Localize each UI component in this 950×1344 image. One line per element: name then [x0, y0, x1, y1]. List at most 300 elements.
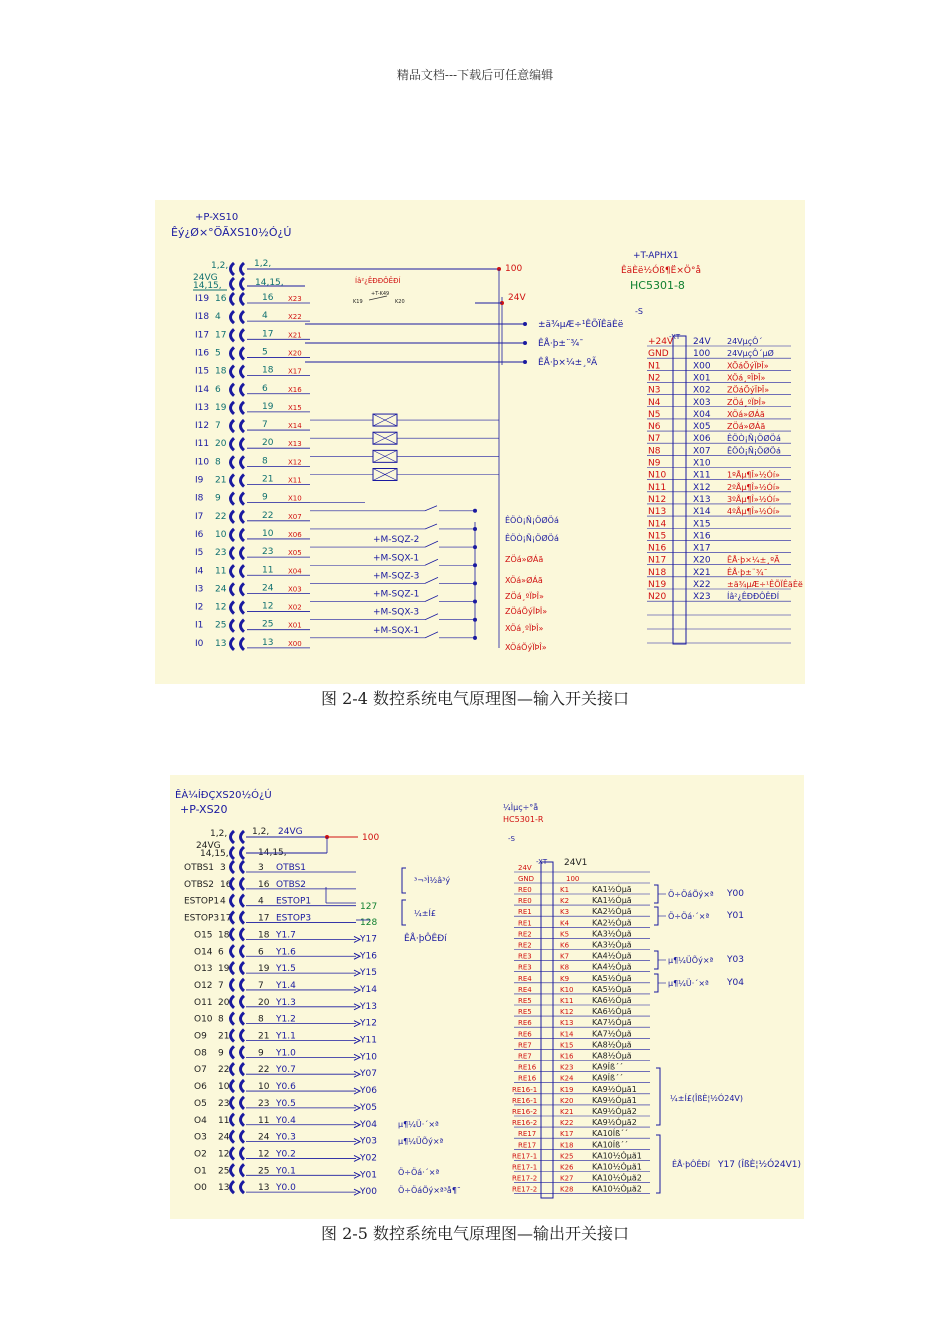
terminal-desc: KA6½Óµã	[592, 1007, 632, 1017]
connector-mark	[241, 547, 245, 559]
output-net: Y17	[360, 934, 377, 945]
terminal-x: X00	[693, 361, 711, 372]
output-signal: O1	[194, 1166, 207, 1177]
x-address: X23	[288, 295, 302, 303]
group-label: Ö÷ÖáÕý×ª	[668, 890, 714, 899]
pin-number: 16	[262, 293, 274, 303]
group-label: µ¶¼ÜÕý×ª	[668, 956, 714, 965]
pin-label: 1,2,	[210, 829, 228, 839]
connector-mark	[241, 1147, 245, 1159]
pin-number: 21	[215, 475, 227, 486]
group-label: ÊÅ·þÔÊÐí	[672, 1160, 710, 1169]
connector-mark	[231, 456, 235, 468]
connector-mark	[241, 402, 245, 414]
pin-number: 23	[218, 1098, 230, 1109]
pin-number: 8	[258, 1014, 264, 1025]
terminal-desc: KA3½Óµã	[592, 940, 632, 950]
net-128: 128	[360, 918, 378, 928]
group-y: Y01	[727, 911, 744, 921]
connector-mark	[231, 847, 235, 859]
input-signal: I14	[195, 384, 210, 395]
terminal-x: 24V	[693, 337, 711, 347]
connector-mark	[231, 1114, 235, 1126]
terminal-x: X11	[693, 470, 711, 481]
output-signal: O11	[194, 997, 213, 1008]
limit-switch-name: +M-SQX-1	[373, 625, 420, 636]
connector-mark	[241, 620, 245, 632]
input-signal: I17	[195, 330, 210, 341]
terminal-left: RE3	[518, 963, 532, 972]
connector-mark	[241, 1013, 245, 1025]
terminal-k: K9	[560, 974, 570, 983]
output-signal: O6	[194, 1082, 207, 1093]
module-name: +T-APHX1	[633, 251, 679, 261]
terminal-x: X17	[693, 543, 711, 554]
terminal-left: RE17	[518, 1130, 537, 1139]
terminal-left: RE17-2	[512, 1174, 538, 1183]
output-net: Y13	[360, 1001, 377, 1012]
terminal-desc: KA8½Óµã	[592, 1051, 632, 1061]
connector-title: +P-XS10	[195, 212, 239, 223]
connector-mark	[231, 878, 235, 890]
terminal-x: X14	[693, 507, 711, 518]
terminal-x: X13	[693, 494, 711, 505]
terminal-left: RE5	[518, 997, 532, 1005]
figure-input-schematic	[155, 200, 805, 684]
terminal-desc: KA5½Óµã	[592, 984, 632, 994]
output-net: Y06	[360, 1086, 377, 1097]
output-net: Y07	[360, 1069, 377, 1080]
x-address: X14	[288, 422, 302, 431]
x-address: X00	[288, 639, 302, 648]
pin-number: 10	[218, 1082, 230, 1093]
figure-1-caption: 图 2-4 数控系统电气原理图—输入开关接口	[321, 689, 629, 708]
terminal-left: RE16-1	[512, 1085, 538, 1094]
pin-number: 7	[215, 421, 221, 432]
terminal-desc: KA9½Óµã2	[592, 1107, 637, 1116]
figure-output-schematic	[170, 775, 804, 1219]
output-net: Y16	[360, 951, 377, 962]
output-net: Y05	[360, 1102, 377, 1113]
x-address: X02	[288, 603, 302, 612]
pin-label: 14,15,	[255, 278, 284, 288]
output-function-label: µ¶¼ÜÕý×ª	[398, 1137, 444, 1146]
terminal-left: N17	[648, 555, 667, 566]
output-net: Y15	[360, 968, 377, 979]
group-label: Ö÷Öá·´×ª	[668, 912, 710, 921]
y-address: Y1.5	[276, 964, 296, 975]
terminal-desc: ÊÅ·þ×¼±¸ºÃ	[727, 555, 780, 565]
terminal-x: X15	[693, 519, 711, 530]
x-address: X07	[288, 512, 302, 521]
output-signal: OTBS2	[184, 879, 215, 890]
pin-number: 13	[258, 1183, 270, 1194]
bracket	[654, 974, 658, 992]
terminal-left: RE7	[518, 1041, 532, 1050]
terminal-desc: ZÖá»ØÁã	[727, 422, 766, 432]
connector-mark	[241, 638, 245, 650]
output-net: Y04	[360, 1119, 377, 1130]
switch-function-label: ÊÖÒ¡Ñ¡ÖØÖá	[505, 534, 559, 543]
terminal-desc: KA10½Óµã2	[592, 1184, 642, 1194]
terminal-desc: KA9½Óµã1	[592, 1095, 637, 1105]
terminal-desc: KA7½Óµã	[592, 1018, 632, 1028]
connector-mark	[241, 928, 245, 940]
net-24v: 24V	[508, 293, 526, 303]
terminal-left: N20	[648, 592, 667, 603]
junction-dot	[523, 322, 527, 326]
switch-function-label: XÖáÕýÏÞÎ»	[505, 643, 547, 652]
terminal-k: K13	[560, 1019, 574, 1028]
terminal-x: X22	[693, 580, 711, 590]
terminal-left: N8	[648, 446, 661, 457]
connector-mark	[231, 1147, 235, 1159]
terminal-x: X07	[693, 446, 711, 457]
pin-number: 22	[218, 1065, 230, 1076]
terminal-desc: 24VµçÔ´	[727, 337, 763, 346]
connector-mark	[231, 565, 235, 577]
connector-mark	[241, 384, 245, 396]
y-address: Y0.3	[276, 1132, 296, 1143]
terminal-x: X12	[693, 482, 711, 493]
y-address: ESTOP3	[276, 913, 312, 924]
output-signal: O4	[194, 1115, 207, 1126]
pin-number: 18	[262, 365, 274, 376]
terminal-k: K25	[560, 1152, 574, 1161]
terminal-left: RE4	[518, 985, 532, 994]
terminal-x: X23	[693, 592, 711, 603]
pin-label: 24VG	[193, 273, 218, 283]
pin-number: 19	[215, 402, 227, 413]
terminal-left: RE2	[518, 941, 532, 950]
terminal-left: N3	[648, 385, 661, 396]
connector-mark	[231, 278, 235, 290]
pin-number: 6	[215, 384, 221, 395]
pin-number: 3	[220, 863, 226, 873]
connector-mark	[231, 329, 235, 341]
pin-number: 25	[215, 620, 227, 631]
switch-contact	[425, 541, 438, 547]
connector-mark	[241, 347, 245, 359]
input-function-label: ÊÅ·þ±¨¾¯	[538, 339, 584, 349]
pin-number: 22	[215, 511, 227, 522]
terminal-x: 100	[566, 875, 580, 883]
output-function-label: Ö÷Öá·´×ª	[398, 1168, 440, 1177]
pin-number: 9	[258, 1048, 264, 1059]
x-address: X03	[288, 585, 302, 594]
pin-number: 11	[215, 566, 227, 577]
terminal-k: K10	[560, 985, 574, 994]
output-net: Y14	[360, 984, 377, 995]
x-address: X06	[288, 530, 302, 539]
connector-mark	[241, 1181, 245, 1193]
connector-mark	[231, 547, 235, 559]
y-address: ESTOP1	[276, 896, 312, 907]
output-net: Y01	[360, 1170, 377, 1181]
input-signal: I0	[195, 638, 204, 649]
pin-number: 12	[218, 1149, 230, 1160]
connector-mark	[241, 565, 245, 577]
terminal-left: RE1	[518, 919, 532, 928]
output-net: Y12	[360, 1018, 377, 1029]
pin-number: 10	[258, 1082, 270, 1093]
terminal-left: RE0	[518, 897, 532, 906]
pin-label: 14,15,	[200, 849, 229, 859]
connector-mark	[231, 895, 235, 907]
connector-mark	[231, 996, 235, 1008]
terminal-left: GND	[648, 349, 669, 360]
pin-number: 19	[218, 964, 230, 975]
pin-number: 9	[218, 1048, 224, 1059]
terminal-k: K11	[560, 997, 574, 1005]
net-127: 127	[360, 902, 378, 912]
pin-number: 8	[218, 1014, 224, 1025]
terminal-x: X05	[693, 422, 711, 433]
connector-mark	[231, 263, 235, 275]
terminal-left: N9	[648, 458, 661, 469]
y-address: Y1.4	[276, 980, 296, 991]
terminal-left: RE16-1	[512, 1096, 538, 1105]
pin-label: 1,2,	[252, 827, 270, 837]
terminal-desc: XÖá¸ºÏÞÎ»	[727, 373, 766, 383]
switch-contact	[425, 524, 437, 529]
terminal-x: 100	[693, 349, 711, 360]
terminal-left: N19	[648, 580, 667, 590]
pin-number: 11	[262, 565, 274, 576]
pin-number: 24	[258, 1132, 270, 1143]
input-signal: I8	[195, 493, 204, 504]
output-net: Y00	[360, 1187, 377, 1198]
limit-switch-name: +M-SQZ-2	[373, 535, 420, 546]
terminal-left: N18	[648, 567, 667, 578]
pin-number: 16	[215, 294, 227, 304]
output-signal: ESTOP3	[184, 913, 220, 924]
y-address: Y1.7	[276, 930, 296, 941]
pin-number: 9	[262, 492, 268, 503]
output-signal: ESTOP1	[184, 896, 220, 907]
terminal-desc: ÊÖÒ¡Ñ¡ÖØÖá	[727, 446, 781, 456]
terminal-k: K17	[560, 1130, 574, 1139]
pin-number: 10	[215, 529, 227, 540]
group-label: ¼±Í£(ÎßÈ¦½Ó24V)	[670, 1094, 743, 1103]
limit-switch-name: +M-SQZ-3	[373, 571, 420, 582]
pin-number: 4	[258, 896, 264, 907]
terminal-left: N2	[648, 373, 661, 384]
terminal-desc: ZÖá¸ºÏÞÎ»	[727, 397, 766, 407]
switch-contact	[425, 506, 437, 511]
pin-number: 20	[258, 997, 270, 1008]
group-y: Y17 (ÎßÈ¦½Ó24V1)	[718, 1160, 802, 1170]
terminal-desc: KA5½Óµã	[592, 973, 632, 983]
terminal-left: N13	[648, 507, 667, 518]
group-label: µ¶¼Ü·´×ª	[668, 979, 709, 988]
terminal-k: K8	[560, 963, 570, 972]
connector-mark	[241, 293, 245, 305]
terminal-left: N12	[648, 494, 667, 505]
connector-mark	[231, 293, 235, 305]
terminal-x: X06	[693, 434, 711, 445]
connector-mark	[231, 602, 235, 614]
terminal-left: N4	[648, 397, 661, 408]
bracket	[402, 868, 406, 893]
terminal-left: RE3	[518, 952, 532, 961]
terminal-desc: KA10½Óµã1	[592, 1162, 642, 1172]
y-address: OTBS1	[276, 863, 307, 873]
switch-function-label: XÖá»ØÁã	[505, 576, 543, 585]
terminal-k: K27	[560, 1174, 574, 1183]
terminal-k: K7	[560, 952, 570, 961]
pin-number: 12	[262, 601, 274, 612]
terminal-left: N11	[648, 482, 667, 493]
pin-label: 1,2,	[254, 259, 272, 269]
connector-mark	[241, 1030, 245, 1042]
connector-mark	[231, 438, 235, 450]
terminal-desc: ÊÖÒ¡Ñ¡ÖØÖá	[727, 434, 781, 444]
junction-dot	[523, 360, 527, 364]
output-function-label: Ö÷ÖáÕý×ª³å¶¯	[398, 1186, 461, 1195]
pin-number: 17	[262, 329, 274, 340]
connector-mark	[241, 263, 245, 275]
pin-number: 20	[215, 439, 227, 450]
pin-number: 16	[258, 879, 270, 890]
connector-mark	[231, 1131, 235, 1143]
pin-number: 23	[258, 1098, 270, 1109]
connector-mark	[241, 861, 245, 873]
switch-contact	[425, 632, 438, 638]
terminal-desc: 24VµçÔ´µØ	[727, 349, 774, 359]
input-signal: I5	[195, 548, 204, 559]
pin-number: 10	[262, 528, 274, 539]
bracket	[656, 1068, 660, 1125]
terminal-left: RE16-2	[512, 1108, 538, 1116]
group-y: Y03	[727, 955, 744, 965]
pin-number: 17	[215, 330, 227, 341]
input-signal: I12	[195, 421, 210, 432]
input-signal: I6	[195, 529, 204, 540]
connector-mark	[241, 278, 245, 290]
pin-number: 21	[218, 1031, 230, 1042]
connector-mark	[241, 1131, 245, 1143]
y-address: Y1.1	[276, 1031, 296, 1042]
terminal-k: K26	[560, 1163, 574, 1172]
connector-mark	[241, 329, 245, 341]
terminal-left: N6	[648, 422, 661, 433]
y-address: Y0.1	[276, 1166, 296, 1177]
pin-number: 19	[262, 401, 274, 412]
x-address: X11	[288, 476, 302, 485]
switch-function-label: ÊÖÒ¡Ñ¡ÖØÖá	[505, 516, 559, 525]
input-signal: I10	[195, 457, 210, 468]
group-y: Y00	[727, 889, 744, 899]
note-label: Íâ²¿ÊÐÐÔÊÐÍ	[355, 277, 401, 285]
terminal-desc: KA10½Óµã1	[592, 1151, 642, 1161]
module-subtitle: ÊäÈë½Óß¶Ë×Ö°å	[621, 266, 701, 276]
pin-number: 3	[258, 863, 264, 873]
terminal-left: N16	[648, 543, 667, 554]
junction-dot	[523, 341, 527, 345]
output-schematic-svg	[170, 775, 804, 1219]
pin-number: 13	[262, 637, 274, 648]
output-signal: O3	[194, 1132, 207, 1143]
pin-number: 8	[262, 456, 268, 467]
terminal-left: N5	[648, 409, 661, 420]
terminal-desc: KA9Íß´´	[592, 1062, 624, 1072]
connector-mark	[241, 602, 245, 614]
bracket	[654, 951, 658, 969]
terminal-desc: KA9½Óµã2	[592, 1118, 637, 1128]
pin-label: 24VG	[278, 827, 303, 837]
terminal-k: K28	[560, 1185, 574, 1194]
input-signal: I4	[195, 566, 204, 577]
connector-mark	[241, 529, 245, 541]
x-address: X17	[288, 367, 302, 376]
connector-mark	[231, 962, 235, 974]
module-model: HC5301-R	[503, 815, 544, 824]
output-net: Y10	[360, 1052, 377, 1063]
terminal-left: RE16	[518, 1074, 537, 1083]
input-signal: I7	[195, 511, 204, 522]
connector-mark	[241, 962, 245, 974]
output-signal: O13	[194, 964, 213, 975]
output-signal: OTBS1	[184, 863, 215, 873]
annotation: ¼±Í£	[414, 909, 436, 918]
pin-number: 13	[215, 638, 227, 649]
connector-mark	[231, 402, 235, 414]
y-address: Y0.2	[276, 1149, 296, 1160]
terminal-k: K24	[560, 1074, 574, 1083]
terminal-k: K2	[560, 897, 570, 906]
pin-number: 5	[262, 347, 268, 358]
terminal-xt: -XT	[669, 333, 681, 341]
terminal-k: K19	[560, 1085, 574, 1094]
pin-label: 1,2,	[211, 261, 229, 271]
connector-mark	[241, 583, 245, 595]
pin-number: 25	[218, 1166, 230, 1177]
pin-label: 24VG	[196, 841, 221, 851]
terminal-desc: KA6½Óµã	[592, 996, 632, 1005]
pin-number: 9	[215, 493, 221, 504]
connector-mark	[231, 1181, 235, 1193]
terminal-desc: KA10Íß´´	[592, 1129, 629, 1139]
group-y: Y04	[727, 978, 744, 988]
terminal-left: +24V	[648, 337, 674, 347]
connector-mark	[241, 511, 245, 523]
connector-mark	[231, 1063, 235, 1075]
pin-number: 18	[215, 366, 227, 377]
pin-number: 18	[258, 930, 270, 941]
pin-number: 24	[215, 584, 227, 595]
switch-function-label: XÖá¸ºÏÞÎ»	[505, 624, 544, 633]
terminal-left: RE17	[518, 1141, 537, 1150]
terminal-k: K6	[560, 941, 570, 950]
connector-mark	[231, 347, 235, 359]
terminal-left: N14	[648, 519, 667, 530]
terminal-desc: KA9Íß´´	[592, 1073, 624, 1083]
connector-mark	[231, 620, 235, 632]
module-name: ¼Ìµç÷°å	[503, 803, 539, 812]
input-function-label: ÊÅ·þ×¼±¸ºÃ	[538, 358, 598, 368]
terminal-desc: 2ºÅµ¶Î»½Óí»	[727, 482, 780, 492]
connector-mark	[241, 311, 245, 323]
terminal-x: X10	[693, 458, 711, 469]
terminal-desc: 1ºÅµ¶Î»½Óí»	[727, 470, 780, 480]
pin-number: 4	[262, 311, 268, 322]
pin-number: 22	[258, 1065, 270, 1076]
x-address: X01	[288, 621, 302, 630]
terminal-desc: KA2½Óµã	[592, 907, 632, 917]
y-address: Y0.0	[276, 1183, 296, 1194]
pin-number: 12	[215, 602, 227, 613]
